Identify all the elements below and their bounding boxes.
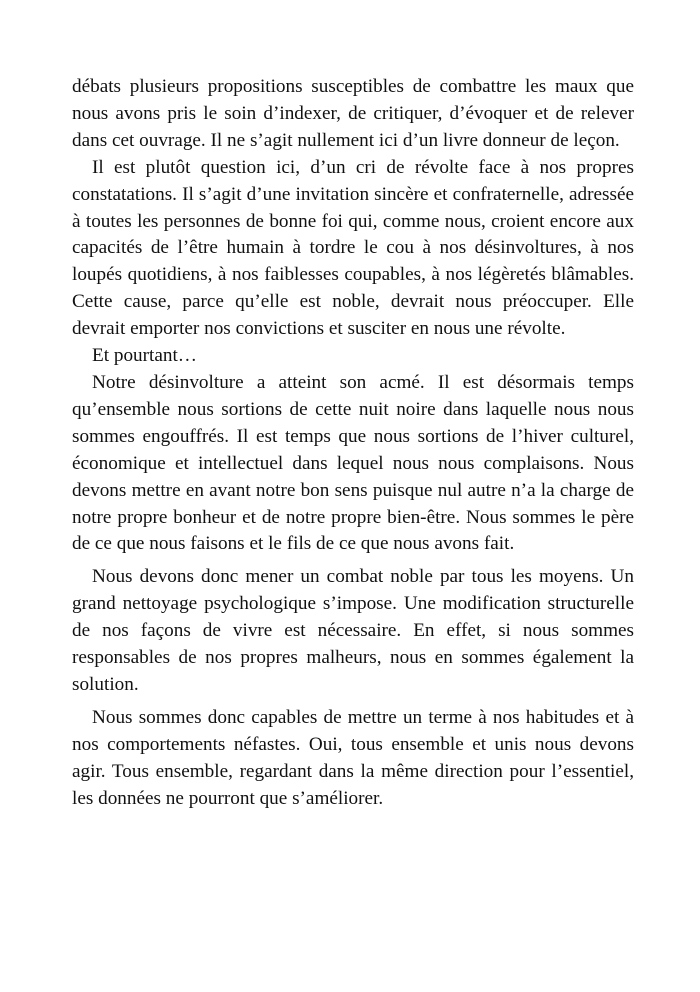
paragraph-revolt: Il est plutôt question ici, d’un cri de révolte face à nos propres constatations. Il s’agit d’une invitation sincère et confraternelle, adressée à toutes les personnes de bonne foi qui, comme nous, croient encore aux capacités de l’être humain à tordre le cou à nos désinvoltures, à nos loupés quotidiens, à nos faiblesses coupables, à nos légèretés blâmables. Cette cause, parce qu’elle est noble, devrait nous préoccuper. Elle devrait emporter nos convictions et susciter en nous une révolte. — [72, 156, 634, 340]
paragraph-continuation: débats plusieurs propositions susceptibles de combattre les maux que nous avons pris le soin d’indexer, de critiquer, d’évoquer et de relever dans cet ouvrage. Il ne s’agit nullement ici d’un livre donneur de leçon. — [72, 76, 634, 151]
paragraph-conclusion: Nous sommes donc capables de mettre un terme à nos habitudes et à nos comportements néfastes. Oui, tous ensemble et unis nous devons agir. Tous ensemble, regardant dans la même direction pour l’essentiel, les données ne pourront que s’améliorer. — [72, 706, 634, 809]
paragraph-et-pourtant: Et pourtant… — [92, 345, 197, 367]
paragraph-combat: Nous devons donc mener un combat noble par tous les moyens. Un grand nettoyage psychologique s’impose. Une modification structurelle de nos façons de vivre est nécessaire. En effet, si nous sommes responsables de nos propres malheurs, nous en sommes également la solution. — [72, 566, 634, 695]
paragraph-desinvolture: Notre désinvolture a atteint son acmé. Il est désormais temps qu’ensemble nous sortions de cette nuit noire dans laquelle nous nous sommes engouffrés. Il est temps que nous sortions de l’hiver culturel, économique et intellectuel dans lequel nous nous complaisons. Nous devons mettre en avant notre bon sens puisque nul autre n’a la charge de notre propre bonheur et de notre propre bien-être. Nous sommes le père de ce que nous faisons et le fils de ce que nous avons fait. — [72, 371, 634, 555]
page-body — [72, 74, 634, 812]
